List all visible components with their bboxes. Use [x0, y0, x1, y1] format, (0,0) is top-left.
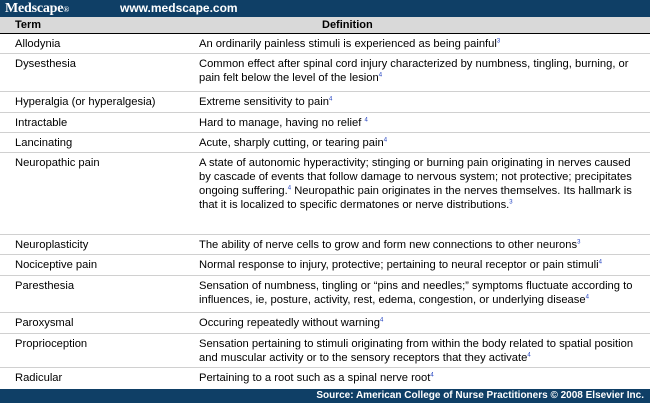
reference-number[interactable]: 4 — [328, 96, 333, 103]
reference-number[interactable]: 4 — [585, 294, 589, 301]
definition-cell: Acute, sharply cutting, or tearing pain$^4$ — [199, 137, 388, 149]
table-row — [0, 153, 650, 235]
term-cell: Paresthesia — [15, 280, 75, 292]
reference-number[interactable]: 3 — [509, 199, 513, 206]
definition-cell: A state of autonomic hyperactivity; stinging or burning pain originating in nerves caused by cascade of events that follow damage to nervous system; not protective; precipitates ongoing suffering.$^4$ Neuropathic pain originates in the nerves themselves. Its hallmark is that it is localized to specific dermatones or nerve distributions.$^3$ — [199, 157, 632, 211]
term-cell: Neuropathic pain — [15, 157, 100, 169]
definition-cell: Extreme sensitivity to pain$^4$ — [199, 96, 333, 108]
footer-bar — [0, 389, 650, 403]
medscape-logo[interactable]: Medscape® — [5, 1, 70, 16]
column-header-term: Term — [15, 19, 42, 31]
table-row — [0, 34, 650, 54]
table-row — [0, 235, 650, 255]
definition-cell: Sensation pertaining to stimuli originating from within the body related to spatial position and muscular activity or to the sensory receptors that they activate$^4$ — [199, 338, 634, 364]
term-cell: Neuroplasticity — [15, 239, 89, 251]
top-bar — [0, 0, 650, 17]
definition-cell: Pertaining to a root such as a spinal nerve root$^4$ — [199, 372, 434, 384]
reference-number[interactable]: 4 — [527, 352, 531, 359]
reference-number[interactable]: 3 — [577, 239, 581, 246]
table-row — [0, 92, 650, 113]
term-cell: Intractable — [15, 117, 68, 129]
table-row — [0, 368, 650, 387]
table-row — [0, 255, 650, 276]
reference-number[interactable]: 4 — [379, 317, 384, 324]
reference-number[interactable]: 4 — [430, 372, 434, 379]
definition-cell: Common effect after spinal cord injury characterized by numbness, tingling, burning, or pain felt below the level of the lesion$^4$ — [199, 58, 629, 84]
reference-number[interactable]: 4 — [378, 72, 383, 79]
reference-number[interactable]: 4 — [364, 117, 368, 124]
term-cell: Paroxysmal — [15, 317, 74, 329]
reference-number[interactable]: 3 — [496, 38, 501, 45]
term-cell: Lancinating — [15, 137, 73, 149]
term-cell: Radicular — [15, 372, 63, 384]
definition-cell: Sensation of numbness, tingling or “pins and needles;” symptoms fluctuate according to influences, ie, posture, activity, rest, edema, congestion, or underlying disease$^4$ — [199, 280, 633, 306]
table-row — [0, 54, 650, 92]
reference-number[interactable]: 4 — [598, 259, 602, 266]
table-row — [0, 334, 650, 368]
term-cell: Nociceptive pain — [15, 259, 98, 271]
term-cell: Dysesthesia — [15, 58, 76, 70]
definition-cell: The ability of nerve cells to grow and form new connections to other neurons$^3$ — [199, 239, 581, 251]
term-cell: Hyperalgia (or hyperalgesia) — [15, 96, 156, 108]
reference-number[interactable]: 4 — [383, 137, 388, 144]
source-credit: Source: American College of Nurse Practitioners © 2008 Elsevier Inc. — [316, 390, 644, 401]
term-cell: Allodynia — [15, 38, 61, 50]
column-header-definition: Definition — [322, 19, 373, 31]
table-row — [0, 276, 650, 313]
definition-cell: Hard to manage, having no relief $^4$ — [199, 117, 368, 129]
table-row — [0, 313, 650, 334]
definition-cell: An ordinarily painless stimuli is experienced as being painful$^3$ — [199, 38, 501, 50]
term-cell: Proprioception — [15, 338, 88, 350]
reference-number[interactable]: 4 — [287, 185, 292, 192]
table-header — [0, 17, 650, 34]
table-row — [0, 133, 650, 153]
site-url[interactable]: www.medscape.com — [120, 1, 238, 15]
definition-cell: Occuring repeatedly without warning$^4$ — [199, 317, 384, 329]
definition-cell: Normal response to injury, protective; pertaining to neural receptor or pain stimuli$^4$ — [199, 259, 602, 271]
table-row — [0, 113, 650, 133]
